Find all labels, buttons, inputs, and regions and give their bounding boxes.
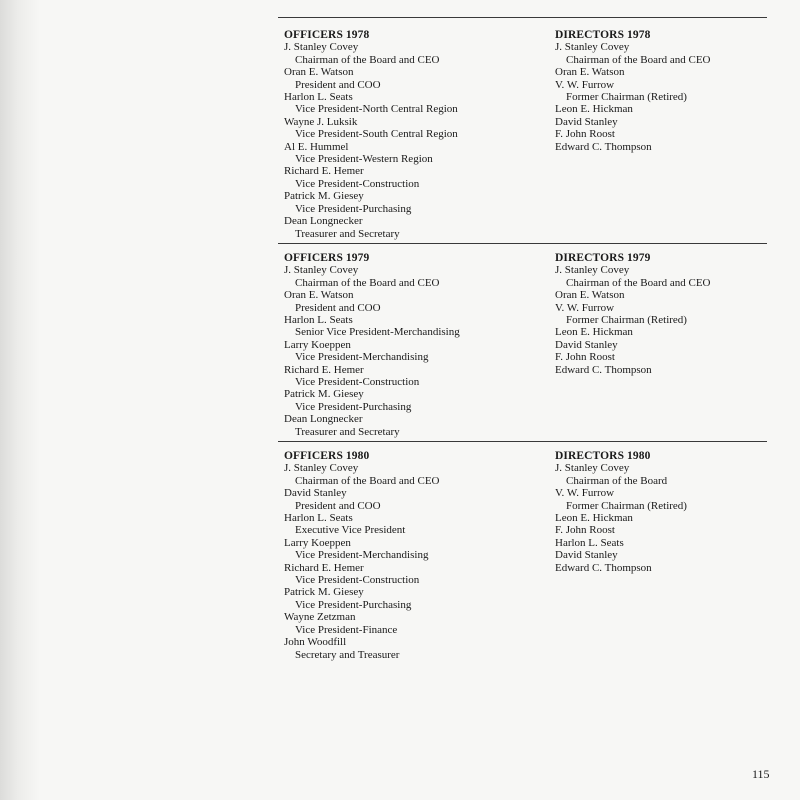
director-title: Chairman of the Board and CEO [566, 276, 711, 289]
director-name: V. W. Furrow [555, 487, 615, 500]
page-gutter-shadow [0, 0, 40, 800]
officers-1980 [284, 450, 555, 661]
officer-name: Oran E. Watson [284, 289, 354, 302]
director-name: F. John Roost [555, 524, 615, 537]
officers-1978 [284, 29, 555, 240]
officers-heading: OFFICERS 1978 [284, 29, 370, 41]
officer-title: President and COO [295, 78, 381, 91]
officer-title: Vice President-Construction [295, 376, 420, 389]
officer-title: Vice President-Construction [295, 177, 420, 190]
director-name: David Stanley [555, 549, 618, 562]
officer-name: David Stanley [284, 487, 347, 500]
director-name: J. Stanley Covey [555, 462, 630, 475]
officer-name: Oran E. Watson [284, 66, 354, 79]
officer-title: Senior Vice President-Merchandising [295, 326, 460, 339]
director-name: F. John Roost [555, 351, 615, 364]
page-number: 115 [752, 767, 770, 781]
officer-name: Al E. Hummel [284, 140, 349, 153]
director-name: Leon E. Hickman [555, 512, 633, 525]
officer-name: Patrick M. Giesey [284, 190, 364, 203]
director-name: Edward C. Thompson [555, 363, 652, 376]
officer-title: Treasurer and Secretary [295, 227, 400, 240]
officer-title: Vice President-Purchasing [295, 400, 412, 413]
officer-title: President and COO [295, 499, 381, 512]
officer-name: Richard E. Hemer [284, 561, 364, 574]
officer-title: Treasurer and Secretary [295, 425, 400, 438]
directors-1978 [555, 29, 769, 240]
director-name: V. W. Furrow [555, 78, 615, 91]
directors-1979 [555, 252, 769, 438]
officer-title: Vice President-Purchasing [295, 202, 412, 215]
officer-name: Dean Longnecker [284, 215, 363, 228]
officer-title: Chairman of the Board and CEO [295, 276, 440, 289]
directors-heading: DIRECTORS 1979 [555, 252, 651, 264]
section-1980 [284, 450, 769, 661]
officer-title: Vice President-Purchasing [295, 598, 412, 611]
officer-title: President and COO [295, 301, 381, 314]
directors-1980 [555, 450, 769, 661]
director-name: Harlon L. Seats [555, 536, 624, 549]
officer-title: Chairman of the Board and CEO [295, 474, 440, 487]
officer-title: Vice President-Merchandising [295, 549, 429, 562]
section-rule-1979 [278, 243, 767, 244]
officer-title: Chairman of the Board and CEO [295, 53, 440, 66]
director-title: Chairman of the Board and CEO [566, 53, 711, 66]
officer-title: Vice President-North Central Region [295, 103, 458, 116]
officer-name: John Woodfill [284, 636, 347, 649]
section-1979 [284, 252, 769, 438]
director-name: Leon E. Hickman [555, 326, 633, 339]
director-name: David Stanley [555, 338, 618, 351]
director-title: Former Chairman (Retired) [566, 314, 687, 327]
officer-name: Harlon L. Seats [284, 512, 353, 525]
officers-heading: OFFICERS 1980 [284, 450, 370, 462]
officer-name: Richard E. Hemer [284, 363, 364, 376]
director-name: J. Stanley Covey [555, 41, 630, 54]
officer-name: Patrick M. Giesey [284, 388, 364, 401]
officer-title: Vice President-Western Region [295, 153, 433, 166]
director-name: J. Stanley Covey [555, 264, 630, 277]
officer-title: Secretary and Treasurer [295, 648, 400, 661]
officer-name: Wayne J. Luksik [284, 115, 358, 128]
director-title: Former Chairman (Retired) [566, 91, 687, 104]
officer-title: Vice President-Finance [295, 623, 398, 636]
officer-name: Harlon L. Seats [284, 314, 353, 327]
officer-title: Vice President-South Central Region [295, 128, 458, 141]
director-title: Chairman of the Board [566, 474, 668, 487]
officer-name: J. Stanley Covey [284, 462, 359, 475]
officer-name: Richard E. Hemer [284, 165, 364, 178]
officer-title: Vice President-Construction [295, 574, 420, 587]
director-name: Oran E. Watson [555, 289, 625, 302]
director-name: Oran E. Watson [555, 66, 625, 79]
director-name: David Stanley [555, 115, 618, 128]
director-name: Edward C. Thompson [555, 140, 652, 153]
officer-name: Larry Koeppen [284, 536, 351, 549]
officer-title: Executive Vice President [295, 524, 406, 537]
officer-name: Harlon L. Seats [284, 91, 353, 104]
officers-heading: OFFICERS 1979 [284, 252, 370, 264]
director-name: Edward C. Thompson [555, 561, 652, 574]
director-name: F. John Roost [555, 128, 615, 141]
section-1978 [284, 29, 769, 240]
officer-name: J. Stanley Covey [284, 264, 359, 277]
officer-name: Dean Longnecker [284, 413, 363, 426]
officer-name: J. Stanley Covey [284, 41, 359, 54]
directors-heading: DIRECTORS 1978 [555, 29, 651, 41]
director-name: V. W. Furrow [555, 301, 615, 314]
officer-name: Patrick M. Giesey [284, 586, 364, 599]
director-name: Leon E. Hickman [555, 103, 633, 116]
section-rule-1980 [278, 441, 767, 442]
officer-name: Wayne Zetzman [284, 611, 356, 624]
section-rule-1978 [278, 17, 767, 18]
director-title: Former Chairman (Retired) [566, 499, 687, 512]
officer-name: Larry Koeppen [284, 338, 351, 351]
directors-heading: DIRECTORS 1980 [555, 450, 651, 462]
officers-1979 [284, 252, 555, 438]
officer-title: Vice President-Merchandising [295, 351, 429, 364]
